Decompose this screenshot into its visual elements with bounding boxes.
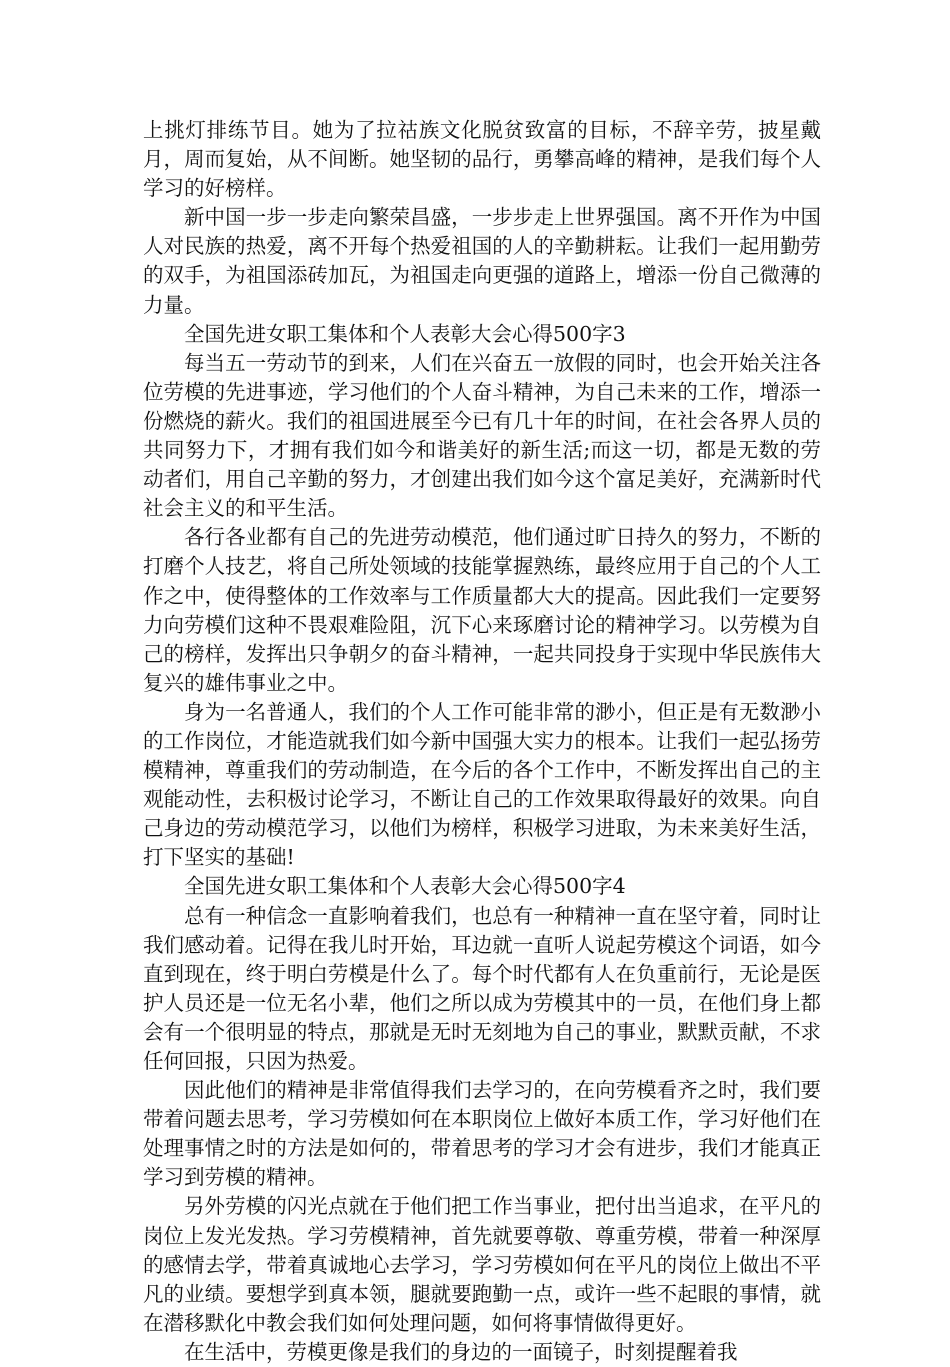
paragraph: 另外劳模的闪光点就在于他们把工作当事业，把付出当追求，在平凡的岗位上发光发热。学习劳模精神，首先就要尊敬、尊重劳模，带着一种深厚的感情去学，带着真诚地心去学习，学习劳模如何在平凡的岗位上做出不平凡的业绩。要想学到真本领，腿就要跑勤一点，或许一些不起眼的事情，就在潜移默化中教会我们如何处理问题，如何将事情做得更好。: [143, 1194, 821, 1335]
paragraph: 在生活中，劳模更像是我们的身边的一面镜子，时刻提醒着我: [184, 1339, 738, 1364]
document-page: [143, 116, 821, 1367]
paragraph: 总有一种信念一直影响着我们，也总有一种精神一直在坚守着，同时让我们感动着。记得在我儿时开始，耳边就一直听人说起劳模这个词语，如今直到现在，终于明白劳模是什么了。每个时代都有人在负重前行，无论是医护人员还是一位无名小辈，他们之所以成为劳模其中的一员，在他们身上都会有一个很明显的特点，那就是无时无刻地为自己的事业，默默贡献，不求任何回报，只因为热爱。: [143, 903, 821, 1073]
paragraph: 每当五一劳动节的到来，人们在兴奋五一放假的同时，也会开始关注各位劳模的先进事迹，学习他们的个人奋斗精神，为自己未来的工作，增添一份燃烧的薪火。我们的祖国进展至今已有几十年的时间，在社会各界人员的共同努力下，才拥有我们如今和谐美好的新生活;而这一切，都是无数的劳动者们，用自己辛勤的努力，才创建出我们如今这个富足美好，充满新时代社会主义的和平生活。: [143, 350, 821, 521]
paragraph: 新中国一步一步走向繁荣昌盛，一步步走上世界强国。离不开作为中国人对民族的热爱，离不开每个热爱祖国的人的辛勤耕耘。让我们一起用勤劳的双手，为祖国添砖加瓦，为祖国走向更强的道路上，增添一份自己微薄的力量。: [143, 205, 821, 317]
paragraph: 上挑灯排练节目。她为了拉祜族文化脱贫致富的目标，不辞辛劳，披星戴月，周而复始，从不间断。她坚韧的品行，勇攀高峰的精神，是我们每个人学习的好榜样。: [143, 118, 821, 201]
paragraph: 身为一名普通人，我们的个人工作可能非常的渺小，但正是有无数渺小的工作岗位，才能造就我们如今新中国强大实力的根本。让我们一起弘扬劳模精神，尊重我们的劳动制造，在今后的各个工作中，不断发挥出自己的主观能动性，去积极讨论学习，不断让自己的工作效果取得最好的效果。向自己身边的劳动模范学习，以他们为榜样，积极学习进取，为未来美好生活，打下坚实的基础!: [143, 699, 821, 870]
section-heading: 全国先进女职工集体和个人表彰大会心得500字3: [184, 321, 626, 346]
section-heading: 全国先进女职工集体和个人表彰大会心得500字4: [184, 874, 626, 899]
paragraph: 因此他们的精神是非常值得我们去学习的，在向劳模看齐之时，我们要带着问题去思考，学习劳模如何在本职岗位上做好本质工作，学习好他们在处理事情之时的方法是如何的，带着思考的学习才会有进步，我们才能真正学习到劳模的精神。: [143, 1078, 821, 1190]
paragraph: 各行各业都有自己的先进劳动模范，他们通过旷日持久的努力，不断的打磨个人技艺，将自己所处领域的技能掌握熟练，最终应用于自己的个人工作之中，使得整体的工作效率与工作质量都大大的提高。因此我们一定要努力向劳模们这种不畏艰难险阻，沉下心来琢磨讨论的精神学习。以劳模为自己的榜样，发挥出只争朝夕的奋斗精神，一起共同投身于实现中华民族伟大复兴的雄伟事业之中。: [143, 525, 821, 695]
